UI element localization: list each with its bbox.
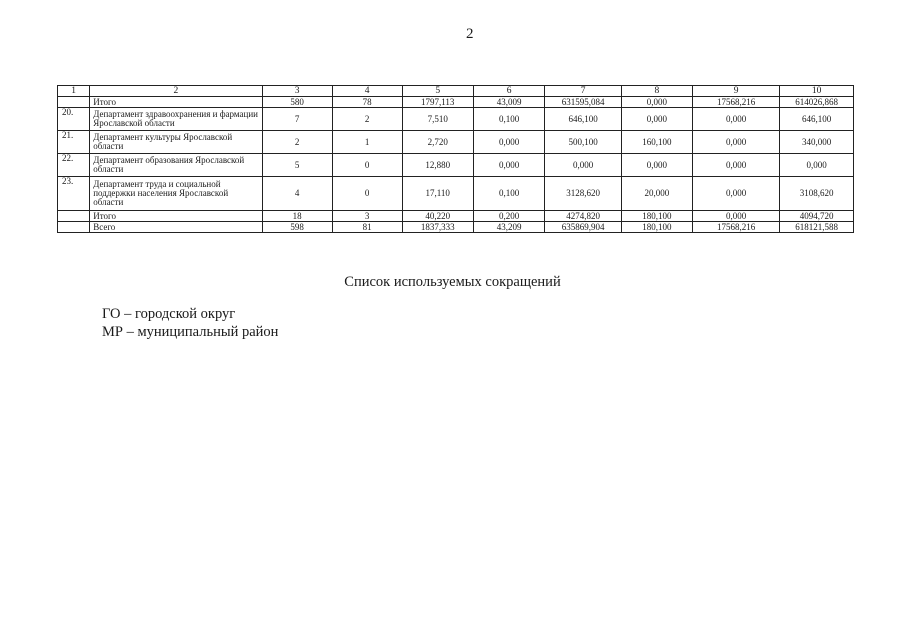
value-cell: 17,110 [402,177,473,211]
value-cell: 614026,868 [780,97,854,108]
value-cell: 618121,588 [780,222,854,233]
header-cell: 6 [473,86,545,97]
value-cell: 598 [262,222,332,233]
row-name-cell: Всего [90,222,262,233]
row-number-cell [58,211,90,222]
value-cell: 0 [332,154,402,177]
value-cell: 4094,720 [780,211,854,222]
row-number-cell: 23. [58,177,90,211]
row-name-cell: Департамент труда и социальной поддержки населения Ярославской области [90,177,262,211]
table-row [58,154,854,177]
value-cell: 1 [332,131,402,154]
table-row [58,177,854,211]
value-cell: 0,000 [473,131,545,154]
abbreviations-title: Список используемых сокращений [344,274,561,290]
value-cell: 7 [262,108,332,131]
table-row [58,222,854,233]
value-cell: 0,100 [473,177,545,211]
value-cell: 40,220 [402,211,473,222]
value-cell: 17568,216 [692,97,780,108]
abbreviation-go: ГО – городской округ [102,306,236,322]
table-row [58,131,854,154]
value-cell: 631595,084 [545,97,621,108]
value-cell: 0,200 [473,211,545,222]
value-cell: 500,100 [545,131,621,154]
row-number-cell: 22. [58,154,90,177]
value-cell: 0,100 [473,108,545,131]
value-cell: 1797,113 [402,97,473,108]
value-cell: 180,100 [621,211,692,222]
value-cell: 0,000 [692,108,780,131]
table-row [58,108,854,131]
value-cell: 18 [262,211,332,222]
row-number-cell [58,97,90,108]
table-body [58,97,854,233]
value-cell: 43,009 [473,97,545,108]
value-cell: 180,100 [621,222,692,233]
value-cell: 2,720 [402,131,473,154]
value-cell: 0,000 [545,154,621,177]
header-cell: 7 [545,86,621,97]
row-name-cell: Итого [90,211,262,222]
row-name-cell: Итого [90,97,262,108]
header-cell: 2 [90,86,262,97]
header-cell: 3 [262,86,332,97]
value-cell: 78 [332,97,402,108]
value-cell: 0,000 [473,154,545,177]
value-cell: 17568,216 [692,222,780,233]
page-number: 2 [466,26,474,42]
value-cell: 0,000 [692,211,780,222]
value-cell: 2 [332,108,402,131]
table-row [58,211,854,222]
value-cell: 7,510 [402,108,473,131]
value-cell: 0,000 [621,108,692,131]
value-cell: 3 [332,211,402,222]
value-cell: 160,100 [621,131,692,154]
value-cell: 0 [332,177,402,211]
row-number-cell [58,222,90,233]
value-cell: 0,000 [780,154,854,177]
value-cell: 580 [262,97,332,108]
abbreviation-mr: МР – муниципальный район [102,324,279,340]
table-row [58,97,854,108]
row-number-cell: 21. [58,131,90,154]
value-cell: 635869,904 [545,222,621,233]
value-cell: 4274,820 [545,211,621,222]
value-cell: 2 [262,131,332,154]
value-cell: 0,000 [621,97,692,108]
value-cell: 43,209 [473,222,545,233]
value-cell: 3128,620 [545,177,621,211]
value-cell: 81 [332,222,402,233]
value-cell: 12,880 [402,154,473,177]
value-cell: 4 [262,177,332,211]
header-cell: 1 [58,86,90,97]
header-cell: 5 [402,86,473,97]
value-cell: 5 [262,154,332,177]
value-cell: 0,000 [692,131,780,154]
value-cell: 646,100 [780,108,854,131]
table-header-row [58,86,854,97]
value-cell: 3108,620 [780,177,854,211]
summary-table [57,85,854,233]
value-cell: 0,000 [692,177,780,211]
row-number-cell: 20. [58,108,90,131]
value-cell: 0,000 [621,154,692,177]
row-name-cell: Департамент культуры Ярославской области [90,131,262,154]
header-cell: 10 [780,86,854,97]
value-cell: 0,000 [692,154,780,177]
header-cell: 8 [621,86,692,97]
value-cell: 340,000 [780,131,854,154]
value-cell: 20,000 [621,177,692,211]
row-name-cell: Департамент здравоохранения и фармации Ярославской области [90,108,262,131]
row-name-cell: Департамент образования Ярославской области [90,154,262,177]
value-cell: 1837,333 [402,222,473,233]
header-cell: 4 [332,86,402,97]
value-cell: 646,100 [545,108,621,131]
header-cell: 9 [692,86,780,97]
